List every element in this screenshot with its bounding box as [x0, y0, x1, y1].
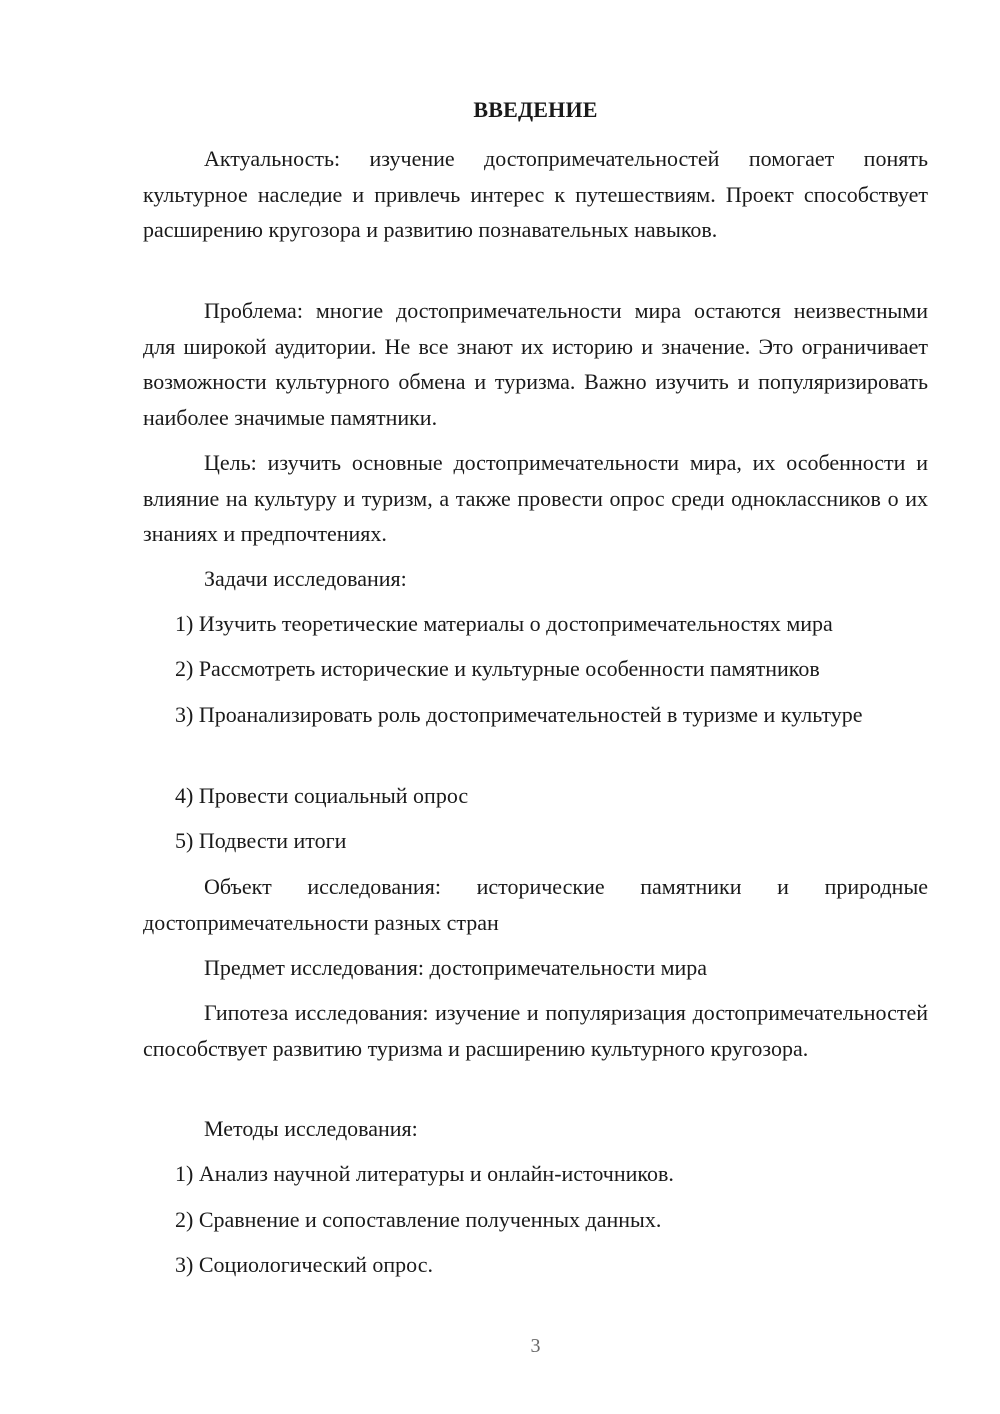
problem-paragraph: Проблема: многие достопримечательности мира остаются неизвестными для широкой аудитории. Не все знают их историю и значение. Это ограничивает возможности культурного обмена и туризма. Важно изучить и популяризировать наиболее значимые памятники.: [143, 298, 928, 430]
goal-paragraph: Цель: изучить основные достопримечательности мира, их особенности и влияние на культуру и туризм, а также провести опрос среди одноклассников о их знаниях и предпочтениях.: [143, 450, 928, 546]
task-item-1: 1) Изучить теоретические материалы о достопримечательностях мира: [175, 611, 833, 636]
methods-heading: Методы исследования:: [204, 1116, 418, 1141]
method-item-1: 1) Анализ научной литературы и онлайн-источников.: [175, 1161, 674, 1186]
tasks-heading: Задачи исследования:: [204, 566, 407, 591]
relevance-paragraph: Актуальность: изучение достопримечательностей помогает понять культурное наследие и привлечь интерес к путешествиям. Проект способствует расширению кругозора и развитию познавательных навыков.: [143, 146, 928, 242]
method-item-3: 3) Социологический опрос.: [175, 1252, 433, 1277]
task-item-4: 4) Провести социальный опрос: [175, 783, 469, 808]
page-number: 3: [530, 1335, 541, 1357]
subject-paragraph: Предмет исследования: достопримечательности мира: [204, 955, 708, 980]
hypothesis-paragraph: Гипотеза исследования: изучение и популяризация достопримечательностей способствует развитию туризма и расширению культурного кругозора.: [143, 1000, 928, 1061]
document-page: [143, 0, 928, 1414]
object-paragraph: Объект исследования: исторические памятники и природные достопримечательности разных стран: [143, 874, 928, 935]
task-item-5: 5) Подвести итоги: [175, 828, 347, 853]
task-item-3: 3) Проанализировать роль достопримечательностей в туризме и культуре: [175, 702, 863, 727]
method-item-2: 2) Сравнение и сопоставление полученных данных.: [175, 1207, 662, 1232]
task-item-2: 2) Рассмотреть исторические и культурные особенности памятников: [175, 656, 820, 681]
page-title: ВВЕДЕНИЕ: [473, 97, 598, 122]
